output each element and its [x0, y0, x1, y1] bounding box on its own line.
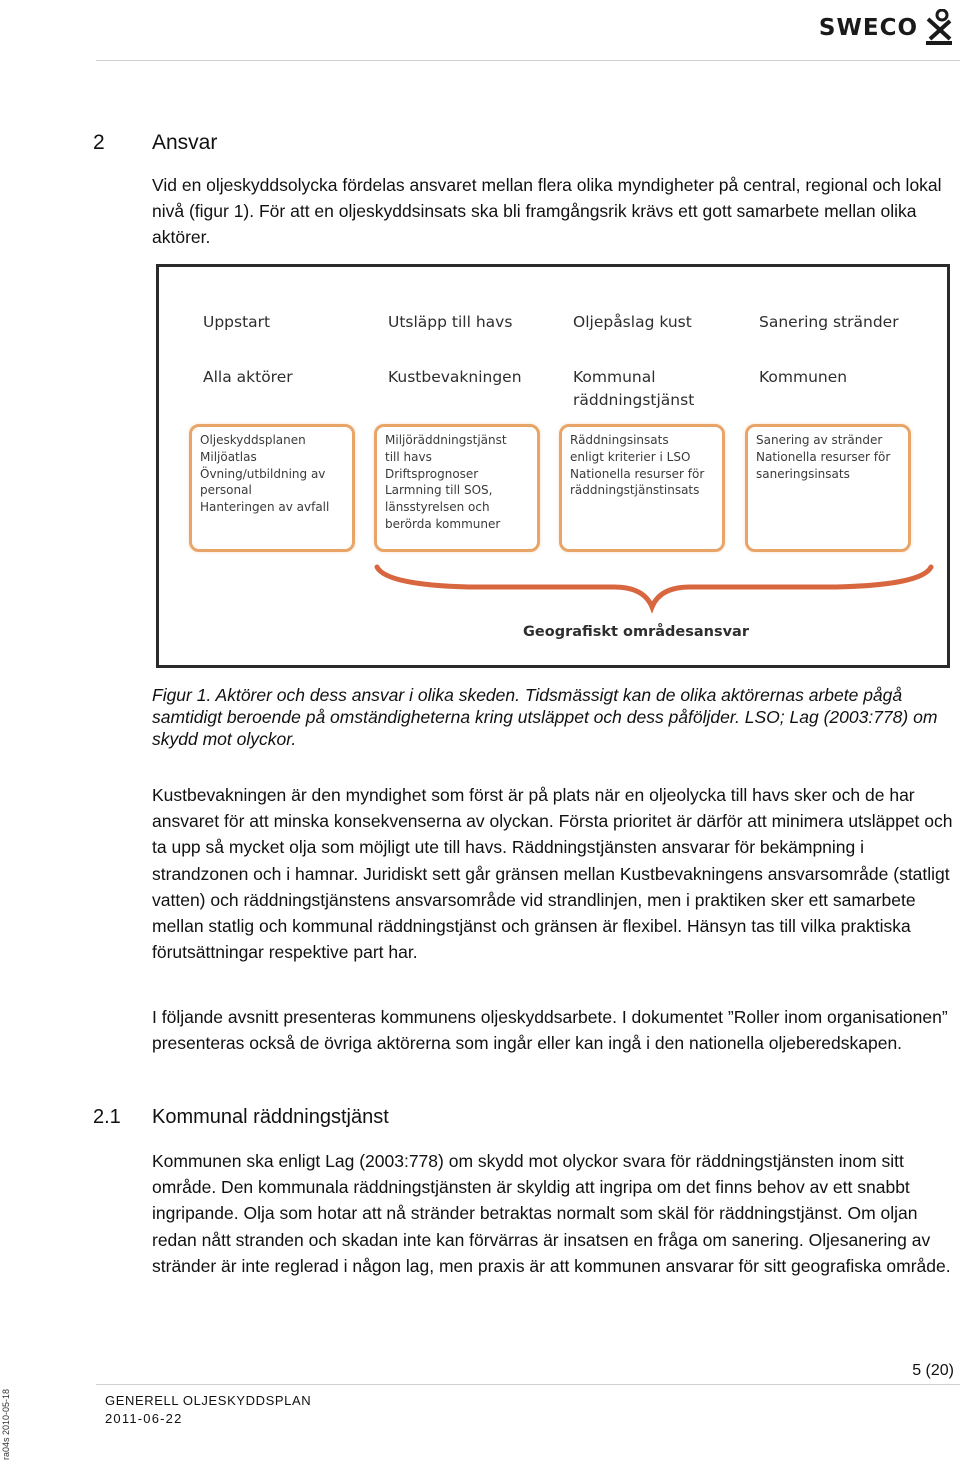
box-line: Nationella resurser för	[570, 466, 705, 481]
stage-label: Oljepåslag kust	[573, 313, 692, 331]
responsibility-box	[559, 424, 725, 552]
stage-label: Uppstart	[203, 313, 271, 331]
figure-actors-diagram	[156, 264, 950, 668]
box-line: Övning/utbildning av	[200, 466, 326, 481]
section-title: Ansvar	[152, 131, 218, 154]
template-code: ra04s 2010-05-18	[1, 1388, 11, 1460]
box-line: Larmning till SOS,	[385, 483, 493, 498]
document-date: 2011-06-22	[105, 1411, 183, 1426]
subsection-title: Kommunal räddningstjänst	[152, 1106, 389, 1128]
box-line: till havs	[385, 449, 432, 464]
subsection-number: 2.1	[93, 1106, 121, 1128]
intro-paragraph: Vid en oljeskyddsolycka fördelas ansvaret mellan flera olika myndigheter på central, regional och lokal nivå (figur 1). För att en oljeskyddsinsats ska bli framgångsrik krävs ett gott samarbete mellan olika aktörer.	[152, 175, 942, 247]
figure-caption: Figur 1. Aktörer och dess ansvar i olika skeden. Tidsmässigt kan de olika aktörernas arbete pågå samtidigt beroende på omständigheterna kring utsläppet och dess påföljder. LSO; Lag (2003:778) om skydd mot olyckor.	[152, 685, 938, 749]
box-line: länsstyrelsen och	[385, 500, 490, 515]
sweco-logo	[819, 6, 954, 50]
body-paragraph: I följande avsnitt presenteras kommunens oljeskyddsarbete. I dokumentet ”Roller inom organisationen” presenteras också de övriga aktörerna som ingår eller kan ingå i den nationella oljeberedskapen.	[152, 1007, 948, 1054]
body-paragraph: Kommunen ska enligt Lag (2003:778) om skydd mot olyckor svara för räddningstjänsten inom sitt område. Den kommunala räddningstjänsten är skyldig att ingripa om det finns behov av ett snabbt ingripande. Olja som hotar att nå stränder betraktas normalt som skäl för räddningstjänst. Om oljan redan nått stranden och skadan inte kan förvärras är insatsen en fråga om sanering. Oljesanering av stränder är inte reglerad i någon lag, men praxis är att kommunen ansvarar för sitt geografiska område.	[152, 1151, 951, 1276]
box-line: personal	[200, 483, 252, 498]
page-number: 5 (20)	[912, 1362, 954, 1379]
body-paragraph: Kustbevakningen är den myndighet som först är på plats när en oljeolycka till havs sker och de har ansvaret för att minska konsekvenserna av olyckan. Första prioritet är därför att minimera utsläppet och ta upp så mycket olja som möjligt ute till havs. Räddningstjänsten ansvarar för bekämpning i strandzonen och i hamnar. Juridiskt sett går gränsen mellan Kustbevakningens ansvarsområde (statligt vatten) och räddningstjänstens ansvarsområde vid strandlinjen, men i praktiken sker ett samarbete mellan statlig och kommunal räddningstjänst och gränsen är flexibel. Hänsyn tas till vilka praktiska förutsättningar respektive part har.	[152, 785, 953, 963]
box-line: Oljeskyddsplanen	[200, 433, 306, 447]
box-line: räddningstjänstinsats	[570, 483, 700, 498]
actor-label: Kommunen	[759, 368, 848, 386]
curly-brace-icon	[374, 559, 934, 619]
sweco-mark-icon	[922, 9, 954, 47]
document-title: GENERELL OLJESKYDDSPLAN	[105, 1393, 312, 1408]
logo-text: SWECO	[818, 15, 918, 41]
responsibility-box	[189, 424, 355, 552]
box-line: Nationella resurser för	[756, 449, 891, 464]
footer-divider	[96, 1384, 960, 1385]
section-number: 2	[93, 131, 105, 154]
responsibility-box	[374, 424, 540, 552]
actor-label: Kustbevakningen	[388, 368, 522, 386]
geographic-responsibility-label: Geografiskt områdesansvar	[523, 624, 749, 640]
box-line: Miljöatlas	[200, 449, 257, 464]
actor-label: Alla aktörer	[203, 368, 293, 386]
box-line: Driftsprognoser	[385, 466, 479, 481]
box-line: Hanteringen av avfall	[200, 500, 330, 515]
stage-label: Utsläpp till havs	[388, 313, 513, 331]
box-line: Miljöräddningstjänst	[385, 433, 507, 447]
box-line: berörda kommuner	[385, 516, 501, 531]
responsibility-box	[745, 424, 911, 552]
box-line: saneringsinsats	[756, 466, 850, 481]
stage-label: Sanering stränder	[759, 313, 899, 331]
box-line: enligt kriterier i LSO	[570, 449, 691, 464]
box-line: Sanering av stränder	[756, 433, 883, 447]
actor-label: Kommunal räddningstjänst	[573, 368, 695, 409]
box-line: Räddningsinsats	[570, 433, 669, 447]
header-divider	[96, 60, 960, 61]
